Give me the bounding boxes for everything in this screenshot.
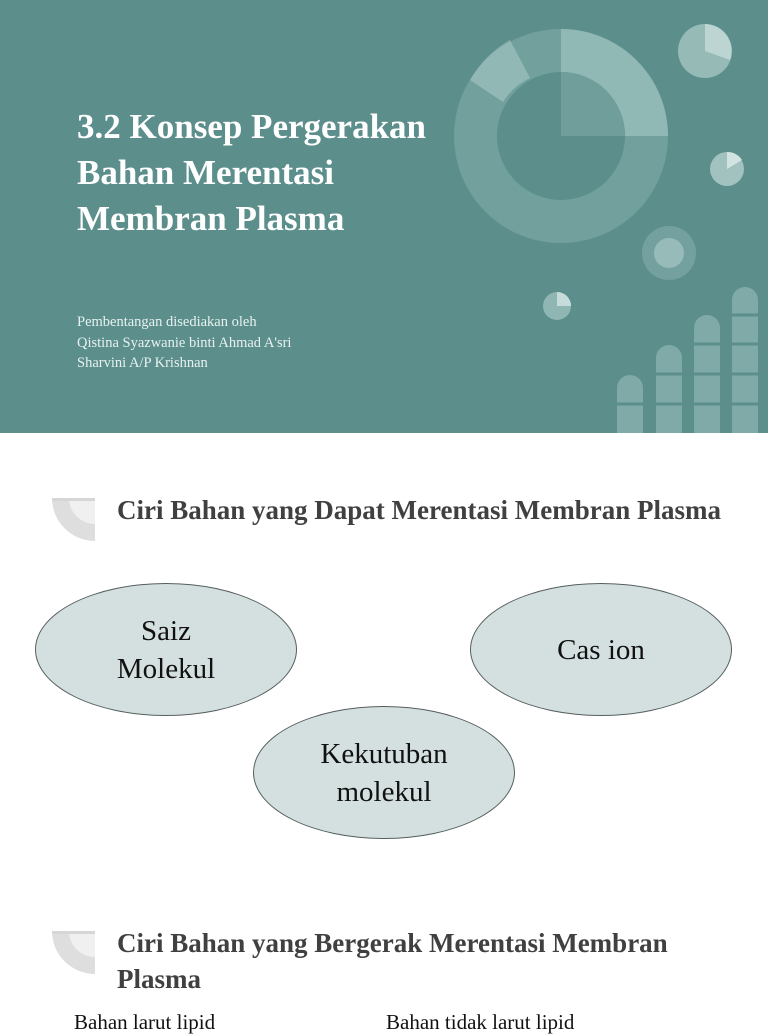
oval-cas-ion [470,583,732,716]
credit-line: Pembentangan disediakan oleh [77,314,257,330]
credit-line: Qistina Syazwanie binti Ahmad A'sri [77,334,292,351]
column-label-right: Bahan tidak larut lipid [386,1010,575,1034]
credit-line: Sharvini A/P Krishnan [77,355,208,371]
oval-kekutuban-molekul [253,706,515,839]
oval-text: Molekul [116,652,216,685]
title-slide [0,0,768,433]
quarter-circle-icon [52,498,96,542]
oval-text: Saiz [141,614,191,647]
column-label-left: Bahan larut lipid [74,1010,216,1034]
section-heading-2: Ciri Bahan yang Bergerak Merentasi Membran Plasma [117,928,668,994]
oval-text: Kekutuban [320,737,448,770]
oval-text: molekul [336,775,432,808]
slide-title: 3.2 Konsep Pergerakan Bahan Merentasi Membran Plasma [77,107,427,238]
oval-text: Cas ion [557,633,645,666]
decorative-bars [610,287,768,433]
section-heading-1: Ciri Bahan yang Dapat Merentasi Membran Plasma [117,495,721,525]
quarter-circle-icon [52,931,96,975]
oval-saiz-molekul [35,583,297,716]
presenter-credits [77,312,377,374]
